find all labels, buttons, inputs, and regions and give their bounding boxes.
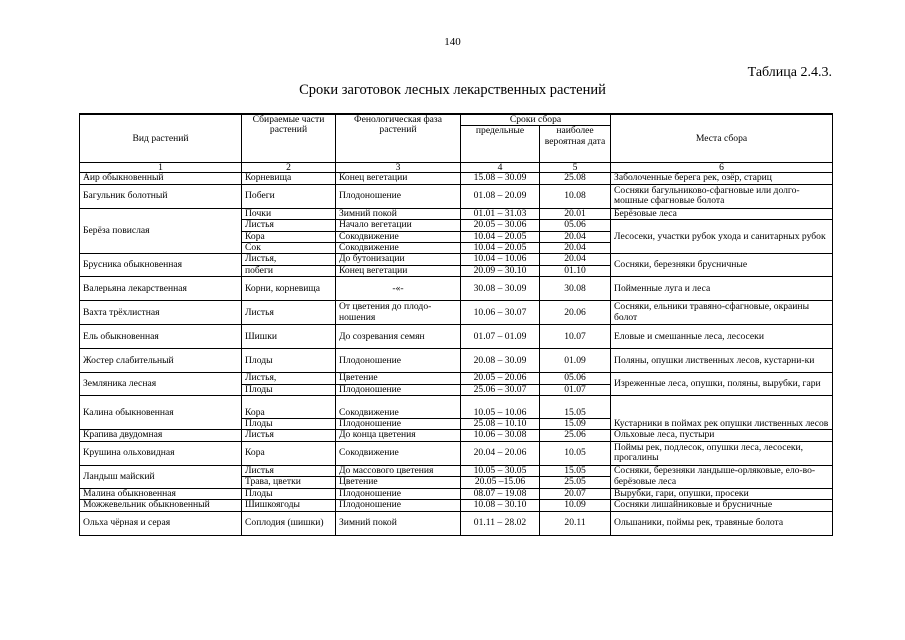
part-cell: Кора bbox=[242, 441, 336, 465]
phase-cell: Плодоношение bbox=[336, 419, 461, 430]
column-number: 2 bbox=[242, 163, 336, 173]
places-cell: Поляны, опушки лиственных лесов, кустарни-ки bbox=[611, 349, 833, 373]
phase-cell: Плодоношение bbox=[336, 184, 461, 208]
date-cell: 01.10 bbox=[540, 265, 611, 276]
species-cell: Валерьяна лекарственная bbox=[80, 277, 242, 301]
column-number: 3 bbox=[336, 163, 461, 173]
table-row bbox=[80, 349, 833, 373]
date-cell: 15.05 bbox=[540, 396, 611, 419]
places-cell: Сосняки лишайниковые и брусничные bbox=[611, 500, 833, 511]
table-label: Таблица 2.4.3. bbox=[747, 65, 832, 80]
page-number: 140 bbox=[444, 36, 461, 48]
header-likely: наиболее вероятная дата bbox=[540, 126, 611, 163]
part-cell: Листья bbox=[242, 430, 336, 441]
table-row bbox=[80, 465, 833, 476]
header-limits: предельные bbox=[461, 126, 540, 163]
limits-cell: 01.11 – 28.02 bbox=[461, 511, 540, 535]
date-cell: 10.09 bbox=[540, 500, 611, 511]
date-cell: 15.09 bbox=[540, 419, 611, 430]
table-row bbox=[80, 430, 833, 441]
part-cell: Плоды bbox=[242, 419, 336, 430]
date-cell: 20.01 bbox=[540, 208, 611, 219]
part-cell: Листья bbox=[242, 465, 336, 476]
part-cell: Плоды bbox=[242, 384, 336, 395]
date-cell: 20.07 bbox=[540, 488, 611, 499]
date-cell: 10.08 bbox=[540, 184, 611, 208]
part-cell: Кора bbox=[242, 396, 336, 419]
phase-cell: До конца цветения bbox=[336, 430, 461, 441]
header-period: Сроки сбора bbox=[461, 114, 611, 126]
species-cell: Аир обыкновенный bbox=[80, 173, 242, 184]
table-row bbox=[80, 254, 833, 265]
date-cell: 20.04 bbox=[540, 243, 611, 254]
date-cell: 30.08 bbox=[540, 277, 611, 301]
header-parts: Сбираемые части растений bbox=[242, 114, 336, 163]
limits-cell: 10.05 – 30.05 bbox=[461, 465, 540, 476]
part-cell: Корневища bbox=[242, 173, 336, 184]
species-cell: Ландыш майский bbox=[80, 465, 242, 488]
part-cell: Плоды bbox=[242, 349, 336, 373]
part-cell: Листья bbox=[242, 220, 336, 231]
phase-cell: Зимний покой bbox=[336, 208, 461, 219]
places-cell: Сосняки, березняки брусничные bbox=[611, 254, 833, 277]
species-cell: Крушина ольховидная bbox=[80, 441, 242, 465]
date-cell: 25.05 bbox=[540, 477, 611, 488]
date-cell: 05.06 bbox=[540, 373, 611, 384]
places-cell: Пойменные луга и леса bbox=[611, 277, 833, 301]
date-cell: 01.07 bbox=[540, 384, 611, 395]
phase-cell: Сокодвижение bbox=[336, 396, 461, 419]
places-cell: Заболоченные берега рек, озёр, стариц bbox=[611, 173, 833, 184]
phase-cell: Сокодвижение bbox=[336, 231, 461, 242]
places-cell: Кустарники в поймах рек опушки лиственных лесов bbox=[611, 396, 833, 430]
phase-cell: Плодоношение bbox=[336, 488, 461, 499]
phase-cell: Сокодвижение bbox=[336, 243, 461, 254]
limits-cell: 10.05 – 10.06 bbox=[461, 396, 540, 419]
phase-cell: Конец вегетации bbox=[336, 173, 461, 184]
places-cell: Вырубки, гари, опушки, просеки bbox=[611, 488, 833, 499]
part-cell: Листья, bbox=[242, 254, 336, 265]
places-cell: Сосняки, ельники травяно-сфагновые, окраины болот bbox=[611, 301, 833, 325]
places-cell: Лесосеки, участки рубок ухода и санитарных рубок bbox=[611, 220, 833, 254]
species-cell: Берёза повислая bbox=[80, 208, 242, 254]
places-cell: Еловые и смешанные леса, лесосеки bbox=[611, 325, 833, 349]
places-cell: Поймы рек, подлесок, опушки леса, лесосеки, прогалины bbox=[611, 441, 833, 465]
table-row bbox=[80, 173, 833, 184]
table-row bbox=[80, 208, 833, 219]
column-number: 6 bbox=[611, 163, 833, 173]
date-cell: 20.04 bbox=[540, 254, 611, 265]
places-cell: Сосняки багульниково-сфагновые или долго-мошные сфагновые болота bbox=[611, 184, 833, 208]
phase-cell: До созревания семян bbox=[336, 325, 461, 349]
table-row bbox=[80, 325, 833, 349]
limits-cell: 15.08 – 30.09 bbox=[461, 173, 540, 184]
limits-cell: 08.07 – 19.08 bbox=[461, 488, 540, 499]
phase-cell: Цветение bbox=[336, 477, 461, 488]
phase-cell: Цветение bbox=[336, 373, 461, 384]
part-cell: Соплодия (шишки) bbox=[242, 511, 336, 535]
part-cell: Листья, bbox=[242, 373, 336, 384]
limits-cell: 20.05 –15.06 bbox=[461, 477, 540, 488]
date-cell: 10.05 bbox=[540, 441, 611, 465]
species-cell: Ель обыкновенная bbox=[80, 325, 242, 349]
date-cell: 01.09 bbox=[540, 349, 611, 373]
species-cell: Багульник болотный bbox=[80, 184, 242, 208]
table-body bbox=[80, 173, 833, 535]
limits-cell: 01.01 – 31.03 bbox=[461, 208, 540, 219]
phase-cell: Плодоношение bbox=[336, 349, 461, 373]
column-numbers-row bbox=[80, 163, 833, 173]
table-row bbox=[80, 488, 833, 499]
phase-cell: Начало вегетации bbox=[336, 220, 461, 231]
part-cell: Шишки bbox=[242, 325, 336, 349]
column-number: 5 bbox=[540, 163, 611, 173]
table-row bbox=[80, 373, 833, 384]
table-row bbox=[80, 441, 833, 465]
species-cell: Ольха чёрная и серая bbox=[80, 511, 242, 535]
species-cell: Земляника лесная bbox=[80, 373, 242, 396]
part-cell: Сок bbox=[242, 243, 336, 254]
limits-cell: 25.06 – 30.07 bbox=[461, 384, 540, 395]
limits-cell: 20.05 – 20.06 bbox=[461, 373, 540, 384]
column-number: 4 bbox=[461, 163, 540, 173]
part-cell: Корни, корневища bbox=[242, 277, 336, 301]
limits-cell: 10.06 – 30.07 bbox=[461, 301, 540, 325]
phase-cell: Зимний покой bbox=[336, 511, 461, 535]
species-cell: Крапива двудомная bbox=[80, 430, 242, 441]
date-cell: 05.06 bbox=[540, 220, 611, 231]
places-cell: Ольшаники, поймы рек, травяные болота bbox=[611, 511, 833, 535]
limits-cell: 10.04 – 10.06 bbox=[461, 254, 540, 265]
limits-cell: 10.04 – 20.05 bbox=[461, 243, 540, 254]
date-cell: 20.06 bbox=[540, 301, 611, 325]
part-cell: Кора bbox=[242, 231, 336, 242]
table-row bbox=[80, 184, 833, 208]
header-phase: Фенологическая фаза растений bbox=[336, 114, 461, 163]
phase-cell: Сокодвижение bbox=[336, 441, 461, 465]
limits-cell: 10.08 – 30.10 bbox=[461, 500, 540, 511]
phase-cell: -«- bbox=[336, 277, 461, 301]
phase-cell: От цветения до плодо-ношения bbox=[336, 301, 461, 325]
table-header bbox=[80, 114, 833, 173]
part-cell: Трава, цветки bbox=[242, 477, 336, 488]
phase-cell: Плодоношение bbox=[336, 500, 461, 511]
part-cell: Шишкоягоды bbox=[242, 500, 336, 511]
limits-cell: 30.08 – 30.09 bbox=[461, 277, 540, 301]
table-row bbox=[80, 301, 833, 325]
table-row bbox=[80, 500, 833, 511]
species-cell: Можжевельник обыкновенный bbox=[80, 500, 242, 511]
limits-cell: 01.08 – 20.09 bbox=[461, 184, 540, 208]
part-cell: Плоды bbox=[242, 488, 336, 499]
species-cell: Брусника обыкновенная bbox=[80, 254, 242, 277]
date-cell: 25.06 bbox=[540, 430, 611, 441]
date-cell: 15.05 bbox=[540, 465, 611, 476]
limits-cell: 01.07 – 01.09 bbox=[461, 325, 540, 349]
limits-cell: 20.04 – 20.06 bbox=[461, 441, 540, 465]
phase-cell: До массового цветения bbox=[336, 465, 461, 476]
phase-cell: Конец вегетации bbox=[336, 265, 461, 276]
phase-cell: Плодоношение bbox=[336, 384, 461, 395]
species-cell: Малина обыкновенная bbox=[80, 488, 242, 499]
date-cell: 25.08 bbox=[540, 173, 611, 184]
table-row bbox=[80, 511, 833, 535]
header-places: Места сбора bbox=[611, 114, 833, 163]
part-cell: Побеги bbox=[242, 184, 336, 208]
part-cell: Листья bbox=[242, 301, 336, 325]
places-cell: Берёзовые леса bbox=[611, 208, 833, 219]
date-cell: 20.11 bbox=[540, 511, 611, 535]
harvest-table bbox=[79, 113, 833, 536]
places-cell: Сосняки, березняки ландыше-орляковые, ело-во-берёзовые леса bbox=[611, 465, 833, 488]
species-cell: Жостер слабительный bbox=[80, 349, 242, 373]
table-row bbox=[80, 277, 833, 301]
column-number: 1 bbox=[80, 163, 242, 173]
limits-cell: 20.09 – 30.10 bbox=[461, 265, 540, 276]
limits-cell: 25.08 – 10.10 bbox=[461, 419, 540, 430]
part-cell: побеги bbox=[242, 265, 336, 276]
limits-cell: 20.08 – 30.09 bbox=[461, 349, 540, 373]
species-cell: Калина обыкновенная bbox=[80, 396, 242, 430]
limits-cell: 10.04 – 20.05 bbox=[461, 231, 540, 242]
part-cell: Почки bbox=[242, 208, 336, 219]
places-cell: Ольховые леса, пустыри bbox=[611, 430, 833, 441]
limits-cell: 10.06 – 30.08 bbox=[461, 430, 540, 441]
table-title: Сроки заготовок лесных лекарственных растений bbox=[299, 82, 606, 98]
species-cell: Вахта трёхлистная bbox=[80, 301, 242, 325]
phase-cell: До бутонизации bbox=[336, 254, 461, 265]
header-species: Вид растений bbox=[80, 114, 242, 163]
date-cell: 20.04 bbox=[540, 231, 611, 242]
places-cell: Изреженные леса, опушки, поляны, вырубки, гари bbox=[611, 373, 833, 396]
limits-cell: 20.05 – 30.06 bbox=[461, 220, 540, 231]
date-cell: 10.07 bbox=[540, 325, 611, 349]
table-row bbox=[80, 396, 833, 419]
